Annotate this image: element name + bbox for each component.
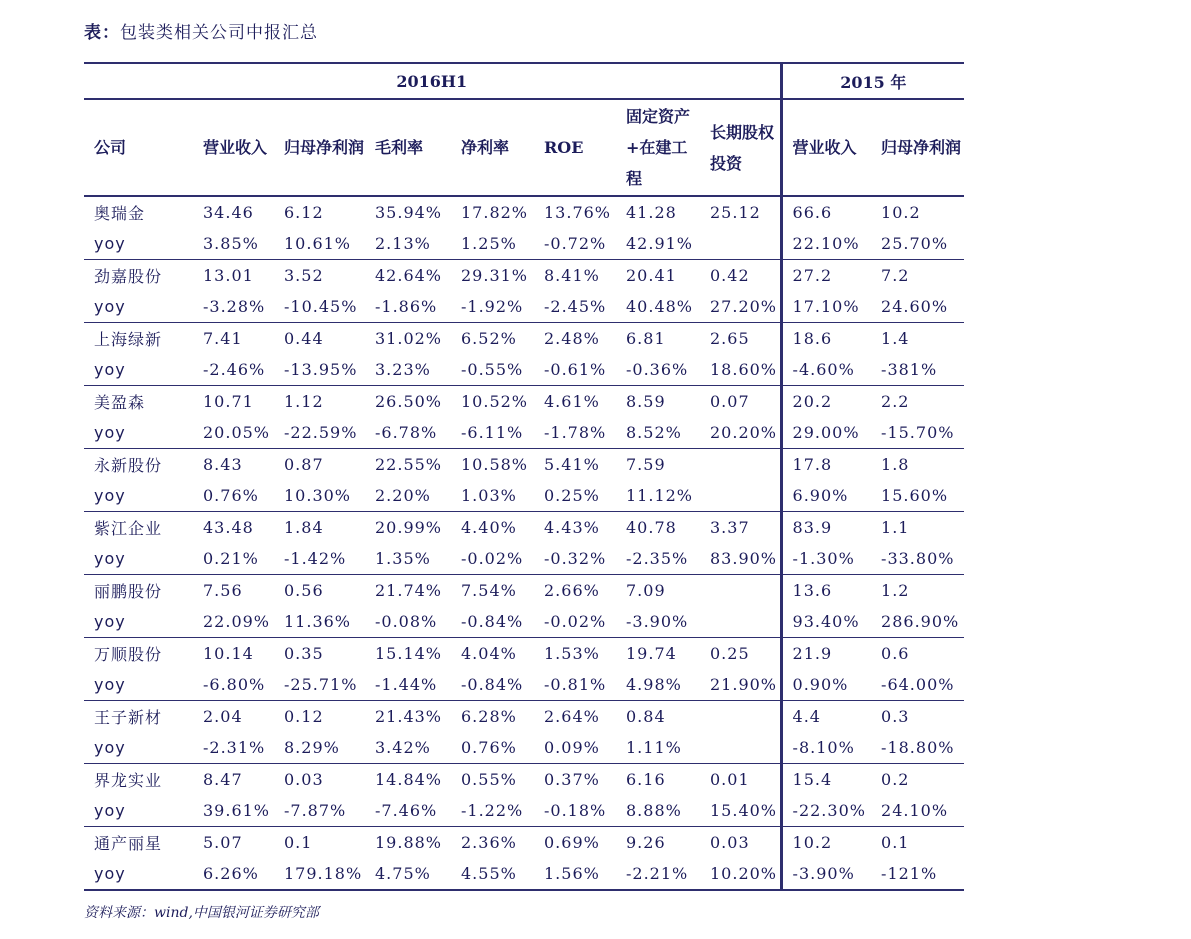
yoy-cell: 93.40% — [781, 606, 871, 638]
company-name: 界龙实业 — [94, 771, 163, 790]
yoy-cell: -1.86% — [365, 291, 451, 323]
column-header-row — [84, 99, 964, 196]
yoy-cell: 179.18% — [274, 858, 365, 890]
value-cell: 20.41 — [626, 266, 677, 285]
table-row — [84, 386, 964, 418]
value-cell: 15.14% — [375, 644, 443, 663]
table-caption — [84, 18, 318, 43]
table-row — [84, 764, 964, 796]
yoy-cell: -0.02% — [534, 606, 616, 638]
yoy-cell: -3.28% — [193, 291, 274, 323]
yoy-cell — [700, 228, 781, 260]
value-cell: 0.07 — [710, 392, 750, 411]
yoy-cell: 25.70% — [871, 228, 964, 260]
yoy-cell — [700, 732, 781, 764]
caption-text: 包装类相关公司中报汇总 — [120, 23, 318, 43]
yoy-cell: 3.42% — [365, 732, 451, 764]
column-header: ROE — [534, 99, 616, 196]
table-row — [84, 260, 964, 292]
value-cell: 1.1 — [881, 518, 910, 537]
yoy-cell: -2.21% — [616, 858, 700, 890]
column-header: 长期股权投资 — [700, 99, 781, 196]
yoy-cell: 6.26% — [193, 858, 274, 890]
table-row — [84, 638, 964, 670]
caption-lead: 表： — [84, 23, 120, 43]
value-cell: 29.31% — [461, 266, 529, 285]
value-cell: 4.4 — [781, 701, 871, 733]
value-cell: 0.1 — [881, 833, 910, 852]
yoy-label: yoy — [84, 354, 193, 386]
column-header: 归母净利润 — [871, 99, 964, 196]
company-name: 劲嘉股份 — [94, 267, 163, 286]
value-cell: 10.58% — [461, 455, 529, 474]
yoy-label: yoy — [84, 543, 193, 575]
yoy-cell: -2.46% — [193, 354, 274, 386]
yoy-cell: 2.13% — [365, 228, 451, 260]
table-row — [84, 827, 964, 859]
value-cell — [700, 701, 781, 733]
yoy-cell: -1.22% — [451, 795, 534, 827]
value-cell: 13.76% — [544, 203, 612, 222]
yoy-cell: 20.20% — [700, 417, 781, 449]
yoy-cell: -1.78% — [534, 417, 616, 449]
company-name: 丽鹏股份 — [94, 582, 163, 601]
yoy-cell — [700, 606, 781, 638]
value-cell: 34.46 — [203, 203, 254, 222]
company-name: 美盈森 — [94, 393, 146, 412]
value-cell: 0.42 — [710, 266, 750, 285]
value-cell: 7.41 — [203, 329, 243, 348]
yoy-cell: -3.90% — [781, 858, 871, 890]
value-cell: 1.53% — [544, 644, 600, 663]
value-cell: 20.99% — [375, 518, 443, 537]
value-cell: 1.8 — [881, 455, 910, 474]
company-name: 上海绿新 — [94, 330, 163, 349]
value-cell: 10.2 — [781, 827, 871, 859]
column-header: 固定资产+在建工程 — [616, 99, 700, 196]
yoy-cell: 24.10% — [871, 795, 964, 827]
yoy-cell — [700, 480, 781, 512]
value-cell: 19.74 — [626, 644, 677, 663]
value-cell: 0.56 — [284, 581, 324, 600]
yoy-cell: 0.21% — [193, 543, 274, 575]
value-cell: 13.01 — [203, 266, 254, 285]
column-header: 营业收入 — [781, 99, 871, 196]
yoy-label: yoy — [84, 228, 193, 260]
yoy-cell: 15.40% — [700, 795, 781, 827]
yoy-cell: -25.71% — [274, 669, 365, 701]
yoy-cell: 8.88% — [616, 795, 700, 827]
yoy-cell: -15.70% — [871, 417, 964, 449]
yoy-cell: -0.61% — [534, 354, 616, 386]
table-row — [84, 449, 964, 481]
value-cell: 66.6 — [781, 196, 871, 228]
yoy-cell: 4.75% — [365, 858, 451, 890]
value-cell: 7.2 — [881, 266, 910, 285]
yoy-cell: -381% — [871, 354, 964, 386]
value-cell: 4.43% — [544, 518, 600, 537]
yoy-row — [84, 606, 964, 638]
yoy-cell: 21.90% — [700, 669, 781, 701]
yoy-row — [84, 669, 964, 701]
value-cell: 5.07 — [203, 833, 243, 852]
value-cell: 8.59 — [626, 392, 666, 411]
yoy-cell: 15.60% — [871, 480, 964, 512]
value-cell: 5.41% — [544, 455, 600, 474]
value-cell: 4.61% — [544, 392, 600, 411]
yoy-cell: 0.09% — [534, 732, 616, 764]
yoy-cell: -22.59% — [274, 417, 365, 449]
company-name: 王子新材 — [94, 708, 163, 727]
value-cell: 0.55% — [461, 770, 517, 789]
period-header-row — [84, 63, 964, 99]
column-header: 公司 — [84, 99, 193, 196]
value-cell: 2.2 — [881, 392, 910, 411]
value-cell: 14.84% — [375, 770, 443, 789]
yoy-cell: 1.03% — [451, 480, 534, 512]
value-cell: 0.2 — [881, 770, 910, 789]
value-cell: 17.8 — [781, 449, 871, 481]
yoy-cell: -33.80% — [871, 543, 964, 575]
yoy-cell: 83.90% — [700, 543, 781, 575]
yoy-cell: 10.20% — [700, 858, 781, 890]
yoy-cell: 1.56% — [534, 858, 616, 890]
value-cell: 20.2 — [781, 386, 871, 418]
value-cell: 21.43% — [375, 707, 443, 726]
yoy-cell: -0.84% — [451, 669, 534, 701]
yoy-row — [84, 354, 964, 386]
yoy-cell: 22.09% — [193, 606, 274, 638]
yoy-cell: -64.00% — [871, 669, 964, 701]
value-cell: 6.12 — [284, 203, 324, 222]
yoy-cell: -3.90% — [616, 606, 700, 638]
table-row — [84, 323, 964, 355]
value-cell: 0.37% — [544, 770, 600, 789]
yoy-cell: -0.55% — [451, 354, 534, 386]
value-cell: 0.1 — [284, 833, 313, 852]
value-cell: 0.01 — [710, 770, 750, 789]
yoy-label: yoy — [84, 606, 193, 638]
value-cell: 8.47 — [203, 770, 243, 789]
value-cell: 0.87 — [284, 455, 324, 474]
yoy-cell: 3.23% — [365, 354, 451, 386]
table-body — [84, 196, 964, 890]
value-cell: 6.52% — [461, 329, 517, 348]
value-cell: 0.03 — [710, 833, 750, 852]
yoy-cell: 40.48% — [616, 291, 700, 323]
value-cell: 7.56 — [203, 581, 243, 600]
yoy-row — [84, 480, 964, 512]
yoy-cell: -121% — [871, 858, 964, 890]
yoy-cell: 39.61% — [193, 795, 274, 827]
yoy-cell: 1.11% — [616, 732, 700, 764]
yoy-cell: -1.44% — [365, 669, 451, 701]
value-cell: 10.52% — [461, 392, 529, 411]
value-cell: 2.65 — [710, 329, 750, 348]
column-header: 营业收入 — [193, 99, 274, 196]
yoy-cell: -22.30% — [781, 795, 871, 827]
value-cell: 6.28% — [461, 707, 517, 726]
value-cell: 27.2 — [781, 260, 871, 292]
value-cell — [700, 449, 781, 481]
yoy-cell: -18.80% — [871, 732, 964, 764]
value-cell: 13.6 — [781, 575, 871, 607]
yoy-label: yoy — [84, 480, 193, 512]
yoy-cell: 0.76% — [193, 480, 274, 512]
value-cell: 0.12 — [284, 707, 324, 726]
yoy-cell: -2.31% — [193, 732, 274, 764]
yoy-cell: -7.87% — [274, 795, 365, 827]
yoy-cell: -0.36% — [616, 354, 700, 386]
value-cell: 7.09 — [626, 581, 666, 600]
value-cell: 25.12 — [710, 203, 761, 222]
value-cell: 0.03 — [284, 770, 324, 789]
company-name: 紫江企业 — [94, 519, 163, 538]
yoy-cell: 0.76% — [451, 732, 534, 764]
value-cell: 21.9 — [781, 638, 871, 670]
yoy-cell: -0.32% — [534, 543, 616, 575]
yoy-cell: -1.92% — [451, 291, 534, 323]
company-name: 奥瑞金 — [94, 204, 146, 223]
yoy-row — [84, 291, 964, 323]
yoy-cell: -6.11% — [451, 417, 534, 449]
summary-table — [84, 62, 964, 891]
yoy-cell: 17.10% — [781, 291, 871, 323]
yoy-cell: 286.90% — [871, 606, 964, 638]
value-cell: 26.50% — [375, 392, 443, 411]
column-header: 毛利率 — [365, 99, 451, 196]
yoy-cell: 8.52% — [616, 417, 700, 449]
yoy-label: yoy — [84, 291, 193, 323]
value-cell: 4.40% — [461, 518, 517, 537]
yoy-cell: 22.10% — [781, 228, 871, 260]
yoy-cell: 18.60% — [700, 354, 781, 386]
value-cell: 0.35 — [284, 644, 324, 663]
value-cell: 2.48% — [544, 329, 600, 348]
value-cell: 17.82% — [461, 203, 529, 222]
yoy-cell: 24.60% — [871, 291, 964, 323]
table-row — [84, 701, 964, 733]
yoy-cell: -6.80% — [193, 669, 274, 701]
value-cell: 0.25 — [710, 644, 750, 663]
yoy-cell: -6.78% — [365, 417, 451, 449]
value-cell: 8.43 — [203, 455, 243, 474]
yoy-label: yoy — [84, 858, 193, 890]
yoy-row — [84, 417, 964, 449]
yoy-cell: -13.95% — [274, 354, 365, 386]
value-cell: 3.37 — [710, 518, 750, 537]
value-cell: 4.04% — [461, 644, 517, 663]
yoy-row — [84, 228, 964, 260]
yoy-cell: 2.20% — [365, 480, 451, 512]
yoy-cell: -1.30% — [781, 543, 871, 575]
yoy-cell: -8.10% — [781, 732, 871, 764]
value-cell: 42.64% — [375, 266, 443, 285]
value-cell: 31.02% — [375, 329, 443, 348]
yoy-cell: -2.45% — [534, 291, 616, 323]
value-cell: 83.9 — [781, 512, 871, 544]
yoy-cell: -10.45% — [274, 291, 365, 323]
yoy-cell: 1.25% — [451, 228, 534, 260]
value-cell: 15.4 — [781, 764, 871, 796]
value-cell: 7.59 — [626, 455, 666, 474]
yoy-cell: -7.46% — [365, 795, 451, 827]
table-row — [84, 512, 964, 544]
value-cell: 2.36% — [461, 833, 517, 852]
value-cell: 2.66% — [544, 581, 600, 600]
yoy-cell: -0.81% — [534, 669, 616, 701]
yoy-cell: -2.35% — [616, 543, 700, 575]
value-cell: 1.4 — [881, 329, 910, 348]
yoy-cell: -1.42% — [274, 543, 365, 575]
yoy-cell: 1.35% — [365, 543, 451, 575]
period-2016h1: 2016H1 — [84, 63, 781, 99]
yoy-cell: 11.12% — [616, 480, 700, 512]
yoy-cell: -0.08% — [365, 606, 451, 638]
column-header: 归母净利润 — [274, 99, 365, 196]
value-cell: 7.54% — [461, 581, 517, 600]
value-cell: 40.78 — [626, 518, 677, 537]
yoy-cell: 20.05% — [193, 417, 274, 449]
value-cell: 2.04 — [203, 707, 243, 726]
value-cell: 9.26 — [626, 833, 666, 852]
yoy-cell: 4.98% — [616, 669, 700, 701]
value-cell: 10.71 — [203, 392, 254, 411]
yoy-cell: -4.60% — [781, 354, 871, 386]
value-cell: 19.88% — [375, 833, 443, 852]
value-cell: 6.16 — [626, 770, 666, 789]
company-name: 万顺股份 — [94, 645, 163, 664]
value-cell: 21.74% — [375, 581, 443, 600]
value-cell: 0.84 — [626, 707, 666, 726]
value-cell: 0.6 — [881, 644, 910, 663]
value-cell: 1.84 — [284, 518, 324, 537]
value-cell: 43.48 — [203, 518, 254, 537]
yoy-cell: 6.90% — [781, 480, 871, 512]
yoy-cell: 3.85% — [193, 228, 274, 260]
company-name: 通产丽星 — [94, 834, 163, 853]
yoy-label: yoy — [84, 417, 193, 449]
value-cell: 10.14 — [203, 644, 254, 663]
yoy-cell: 11.36% — [274, 606, 365, 638]
yoy-row — [84, 858, 964, 890]
yoy-row — [84, 732, 964, 764]
value-cell: 1.2 — [881, 581, 910, 600]
value-cell — [700, 575, 781, 607]
value-cell: 3.52 — [284, 266, 324, 285]
value-cell: 41.28 — [626, 203, 677, 222]
value-cell: 22.55% — [375, 455, 443, 474]
source-note: 资料来源：wind,中国银河证券研究部 — [84, 905, 319, 921]
yoy-label: yoy — [84, 795, 193, 827]
period-2015: 2015 年 — [781, 63, 964, 99]
yoy-cell: 8.29% — [274, 732, 365, 764]
company-name: 永新股份 — [94, 456, 163, 475]
table-row — [84, 575, 964, 607]
yoy-cell: 4.55% — [451, 858, 534, 890]
yoy-label: yoy — [84, 669, 193, 701]
value-cell: 18.6 — [781, 323, 871, 355]
yoy-cell: 0.90% — [781, 669, 871, 701]
yoy-cell: 27.20% — [700, 291, 781, 323]
yoy-cell: 10.61% — [274, 228, 365, 260]
yoy-cell: -0.18% — [534, 795, 616, 827]
value-cell: 0.3 — [881, 707, 910, 726]
value-cell: 2.64% — [544, 707, 600, 726]
yoy-cell: -0.02% — [451, 543, 534, 575]
yoy-cell: 42.91% — [616, 228, 700, 260]
column-header: 净利率 — [451, 99, 534, 196]
value-cell: 35.94% — [375, 203, 443, 222]
value-cell: 0.69% — [544, 833, 600, 852]
yoy-cell: -0.72% — [534, 228, 616, 260]
value-cell: 8.41% — [544, 266, 600, 285]
yoy-row — [84, 543, 964, 575]
value-cell: 0.44 — [284, 329, 324, 348]
yoy-cell: 29.00% — [781, 417, 871, 449]
yoy-row — [84, 795, 964, 827]
yoy-cell: 10.30% — [274, 480, 365, 512]
yoy-cell: -0.84% — [451, 606, 534, 638]
table-row — [84, 196, 964, 228]
yoy-label: yoy — [84, 732, 193, 764]
value-cell: 1.12 — [284, 392, 324, 411]
value-cell: 10.2 — [881, 203, 921, 222]
yoy-cell: 0.25% — [534, 480, 616, 512]
value-cell: 6.81 — [626, 329, 666, 348]
